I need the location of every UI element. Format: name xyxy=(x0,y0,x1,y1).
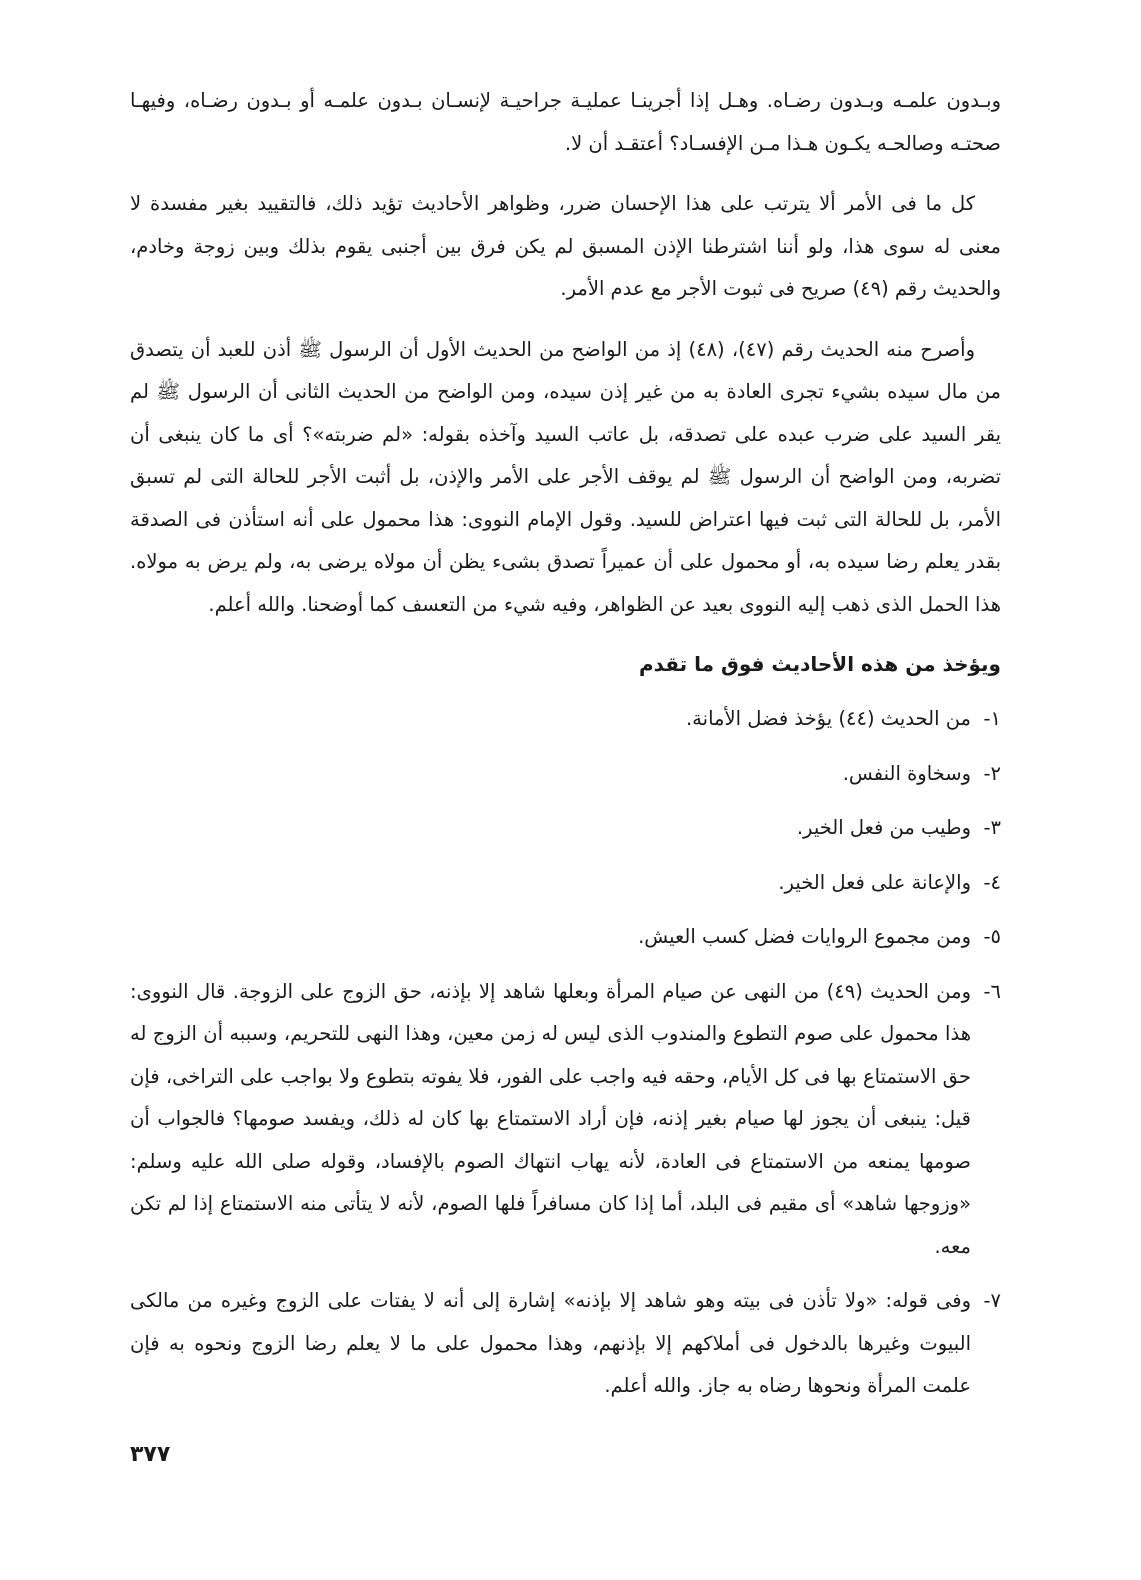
list-item-1 xyxy=(130,698,1001,741)
paragraph-1: وبـدون علمـه وبـدون رضـاه. وهـل إذا أجرينـا عمليـة جراحيـة لإنسـان بـدون علمـه أو بـدون رضـاه، وفيهـا صحتـه وصالحـه يكـون هـذا مـن الإفسـاد؟ أعتقـد أن لا. xyxy=(130,89,1001,155)
list-item-number: ٤- xyxy=(983,870,1001,894)
paragraph-2: كل ما فى الأمر ألا يترتب على هذا الإحسان ضرر، وظواهر الأحاديث تؤيد ذلك، فالتقييد بغير مفسدة لا معنى له سوى هذا، ولو أننا اشترطنا الإذن المسبق لم يكن فرق بين أجنبى يقوم بذلك وبين زوجة وخادم، والحديث رقم (٤٩) صريح فى ثبوت الأجر مع عدم الأمر. xyxy=(130,192,1001,300)
list-item-5 xyxy=(130,916,1001,959)
paragraph-3: وأصرح منه الحديث رقم (٤٧)، (٤٨) إذ من الواضح من الحديث الأول أن الرسول ﷺ أذن للعبد أن يتصدق من مال سيده بشيء تجرى العادة به من غير إذن سيده، ومن الواضح من الحديث الثانى أن الرسول ﷺ لم يقر السيد على ضرب عبده على تصدقه، بل عاتب السيد وآخذه بقوله: «لم ضربته»؟ أى ما كان ينبغى أن تضربه، ومن الواضح أن الرسول ﷺ لم يوقف الأجر على الأمر والإذن، بل أثبت الأجر للحالة التى لم تسبق الأمر، بل للحالة التى ثبت فيها اعتراض للسيد. وقول الإمام النووى: هذا محمول على أنه استأذن فى الصدقة بقدر يعلم رضا سيده به، أو محمول على أن عميراً تصدق بشىء يظن أن مولاه يرضى به، ولم يرض به مولاه. هذا الحمل الذى ذهب إليه النووى بعيد عن الظواهر، وفيه شيء من التعسف كما أوضحنا. والله أعلم. xyxy=(130,337,1001,616)
page-number: ٣٧٧ xyxy=(130,1442,171,1467)
list-item-number: ١- xyxy=(983,707,1001,730)
list-item-number: ٧- xyxy=(983,1289,1001,1312)
list-item-2 xyxy=(130,753,1001,796)
list-item-text: ومن الحديث (٤٩) من النهى عن صيام المرأة وبعلها شاهد إلا بإذنه، حق الزوج على الزوجة. قال النووى: هذا محمول على صوم التطوع والمندوب الذى ليس له زمن معين، وهذا النهى للتحريم، وسببه أن الزوج له حق الاستمتاع بها فى كل الأيام، وحقه فيه واجب على الفور، فلا يفوته بتطوع ولا بواجب على التراخى، فإن قيل: ينبغى أن يجوز لها صيام بغير إذنه، فإن أراد الاستمتاع بها كان له ذلك، ويفسد صومها؟ فالجواب أن صومها يمنعه من الاستمتاع فى العادة، لأنه يهاب انتهاك الصوم بالإفساد، وقوله صلى الله عليه وسلم: «وزوجها شاهد» أى مقيم فى البلد، أما إذا كان مسافراً فلها الصوم، لأنه لا يتأتى منه الاستمتاع إذا لم تكن معه. xyxy=(130,979,972,1258)
section-heading: ويؤخذ من هذه الأحاديث فوق ما تقدم xyxy=(639,652,1001,676)
list-item-6 xyxy=(130,971,1001,1269)
list-item-4 xyxy=(130,862,1001,905)
list-item-text: والإعانة على فعل الخير. xyxy=(778,870,971,894)
list-item-text: وسخاوة النفس. xyxy=(842,761,971,785)
list-item-text: من الحديث (٤٤) يؤخذ فضل الأمانة. xyxy=(685,707,971,730)
list-item-3 xyxy=(130,807,1001,850)
list-item-number: ٢- xyxy=(983,761,1001,785)
list-item-text: ومن مجموع الروايات فضل كسب العيش. xyxy=(638,925,971,948)
list-item-text: وفى قوله: «ولا تأذن فى بيته وهو شاهد إلا بإذنه» إشارة إلى أنه لا يفتات على الزوج وغيره من مالكى البيوت وغيرها بالدخول فى أملاكهم إلا بإذنهم، وهذا محمول على ما لا يعلم رضا الزوج ونحوه به فإن علمت المرأة ونحوها رضاه به جاز. والله أعلم. xyxy=(130,1289,971,1397)
list-item-7 xyxy=(130,1280,1001,1408)
list-item-number: ٥- xyxy=(983,925,1001,948)
list-item-text: وطيب من فعل الخير. xyxy=(796,816,971,839)
list-item-number: ٣- xyxy=(983,816,1001,839)
list-item-number: ٦- xyxy=(983,979,1001,1003)
